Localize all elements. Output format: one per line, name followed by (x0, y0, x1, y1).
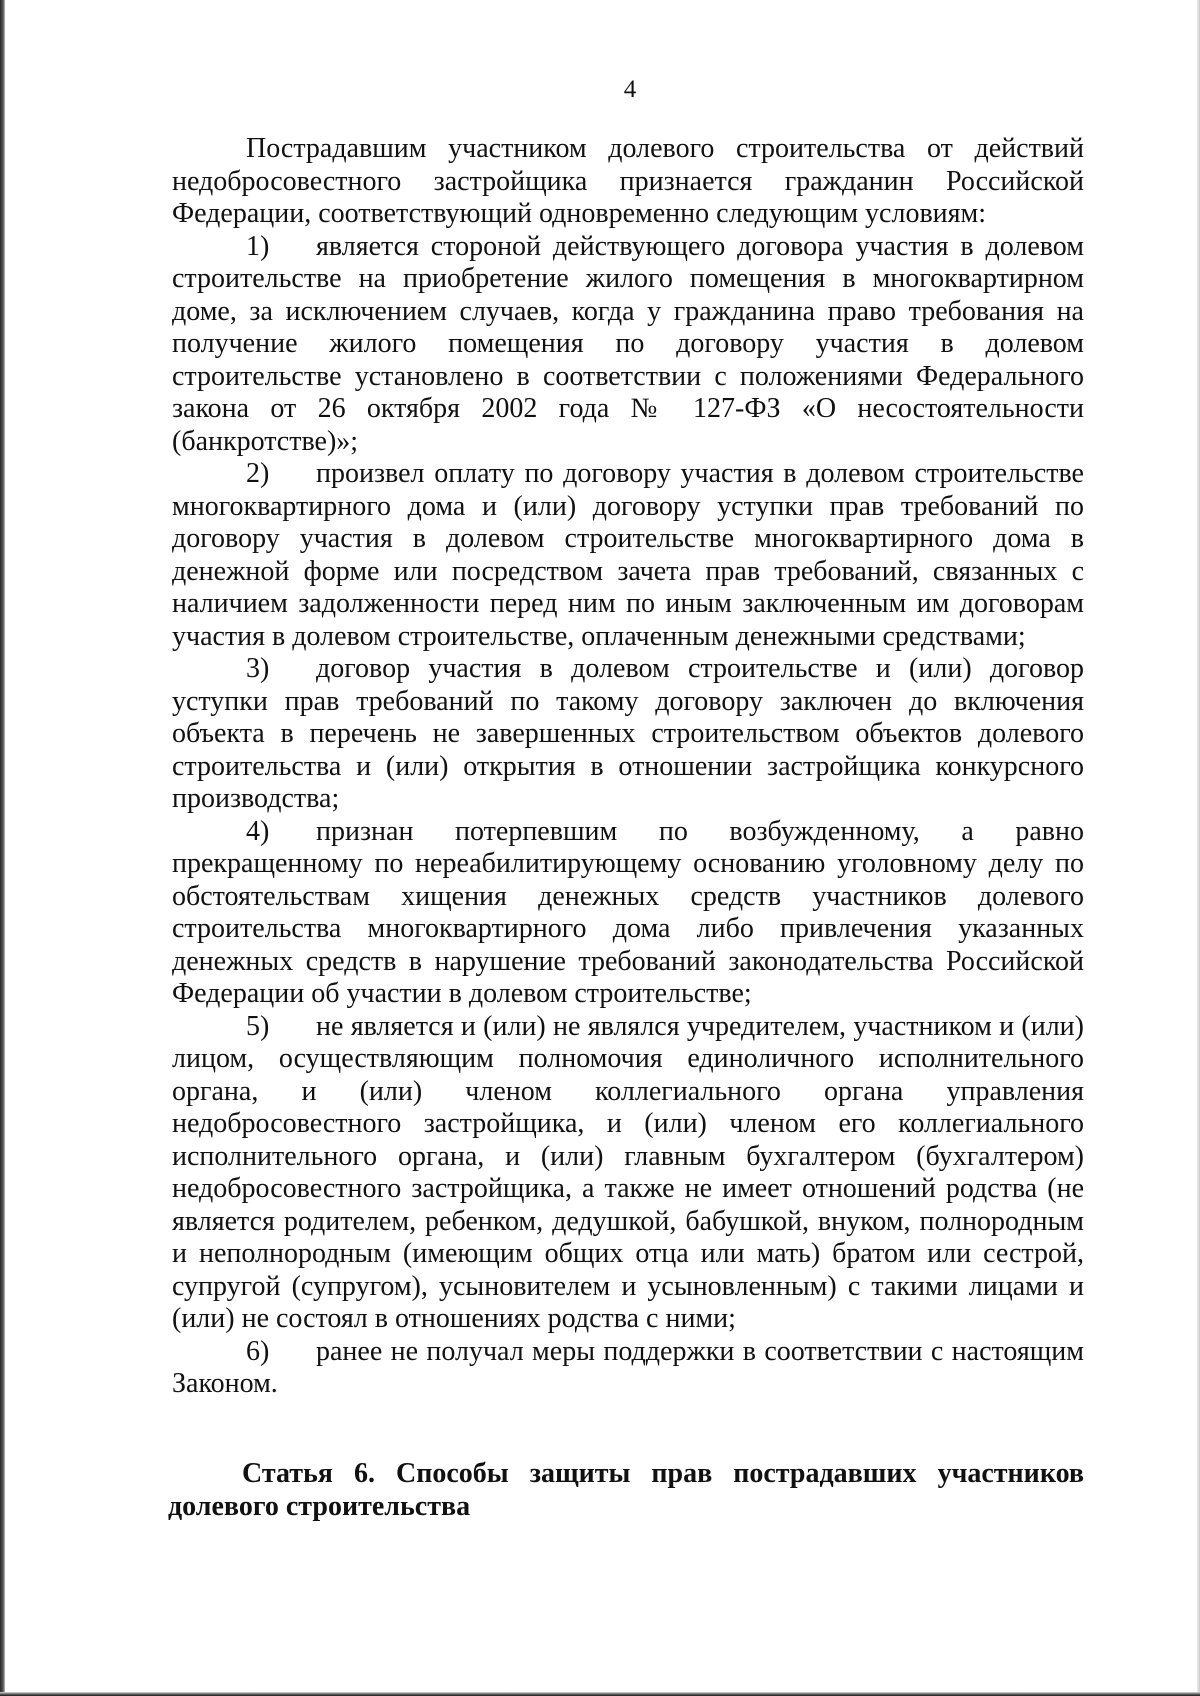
page-number: 4 (623, 76, 637, 103)
list-item-1 (172, 231, 1084, 459)
scan-edge-bottom (0, 1692, 1200, 1696)
list-item-text: признан потерпевшим по возбужденному, а равно прекращенному по нереабилитирующему основанию уголовному делу по обстоятельствам хищения денежных средств участников долевого строительства многоквартирного дома либо привлечения указанных денежных средств в нарушение требований законодательства Российской Федерации об участии в долевом строительстве; (172, 815, 1084, 1009)
article-heading: Статья 6. Способы защиты прав пострадавших участников долевого строительства (168, 1458, 1084, 1522)
list-item-text: ранее не получал меры поддержки в соответствии с настоящим Законом. (172, 1335, 1084, 1399)
list-item-text: договор участия в долевом строительстве и (или) договор уступки прав требований по такому договору заключен до включения объекта в перечень не завершенных строительством объектов долевого строительства и (или) открытия в отношении застройщика конкурсного производства; (172, 653, 1084, 814)
list-item-text: является стороной действующего договора участия в долевом строительстве на приобретение жилого помещения в многоквартирном доме, за исключением случаев, когда у гражданина право требования на получение жилого помещения по договору участия в долевом строительстве установлено в соответствии с положениями Федерального закона от 26 октября 2002 года № 127-ФЗ «О несостоятельности (банкротстве)»; (172, 230, 1084, 457)
list-item-number: 6) (246, 1335, 270, 1367)
list-item-number: 2) (246, 458, 270, 489)
list-item-number: 1) (246, 230, 270, 262)
list-item-2 (172, 458, 1084, 653)
intro-paragraph: Пострадавшим участником долевого строительства от действий недобросовестного застройщика признается гражданин Российской Федерации, соответствующий одновременно следующим условиям: (172, 133, 1084, 229)
list-item-number: 5) (246, 1010, 270, 1042)
list-item-5 (172, 1011, 1084, 1336)
list-item-number: 4) (246, 815, 270, 847)
scan-edge-left (0, 0, 5, 1696)
list-item-3 (172, 653, 1084, 816)
document-body (172, 133, 1084, 1401)
list-item-6 (172, 1336, 1084, 1401)
list-item-text: произвел оплату по договору участия в долевом строительстве многоквартирного дома и (или) договору уступки прав требований по договору участия в долевом строительстве многоквартирного дома в денежной форме или посредством зачета прав требований, связанных с наличием задолженности перед ним по иным заключенным им договорам участия в долевом строительстве, оплаченным денежными средствами; (172, 458, 1084, 652)
list-item-number: 3) (246, 653, 270, 684)
list-item-4 (172, 816, 1084, 1011)
list-item-text: не является и (или) не являлся учредителем, участником и (или) лицом, осуществляющим полномочия единоличного исполнительного органа, и (или) членом коллегиального органа управления недобросовестного застройщика, и (или) членом его коллегиального исполнительного органа, и (или) главным бухгалтером (бухгалтером) недобросовестного застройщика, а также не имеет отношений родства (не является родителем, ребенком, дедушкой, бабушкой, внуком, полнородным и неполнородным (имеющим общих отца или мать) братом или сестрой, супругой (супругом), усыновителем и усыновленным) с такими лицами и (или) не состоял в отношениях родства с ними; (172, 1010, 1084, 1334)
